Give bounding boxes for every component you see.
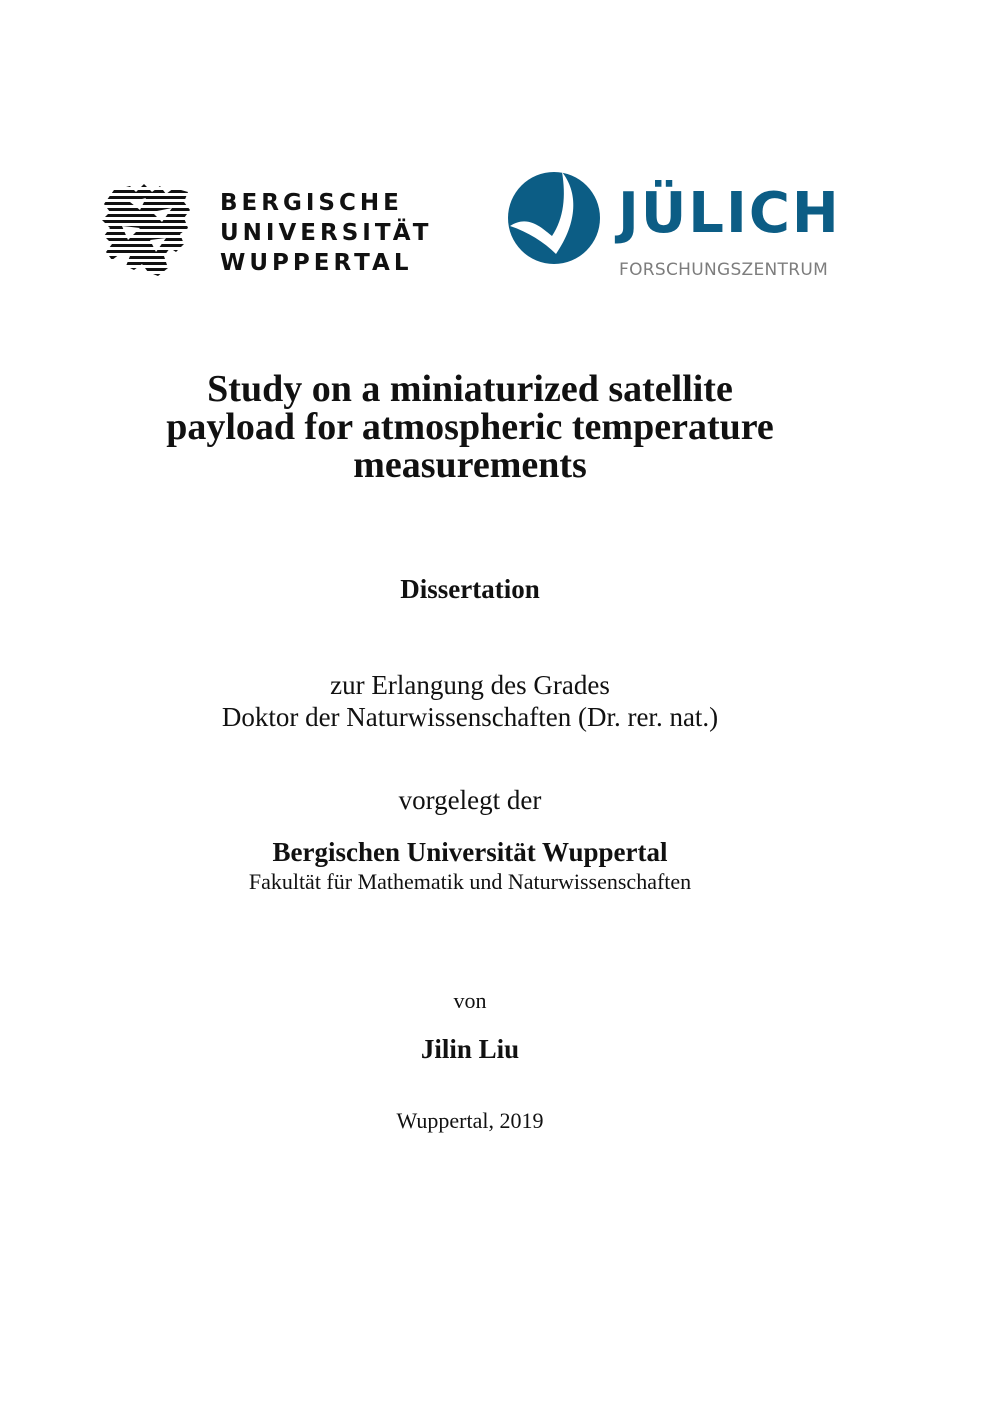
degree-purpose-line-1: zur Erlangung des Grades <box>330 670 610 700</box>
place-date: Wuppertal, 2019 <box>396 1108 544 1133</box>
fzj-logo <box>506 170 846 282</box>
thesis-title-line-3: measurements <box>353 444 587 486</box>
faculty-name: Fakultät für Mathematik und Naturwissenschaften <box>248 869 692 894</box>
thesis-title-line-1: Study on a miniaturized satellite <box>207 368 733 410</box>
document-type: Dissertation <box>400 574 540 604</box>
thesis-title-line-2: payload for atmospheric temperature <box>166 406 774 448</box>
lion-emblem-icon <box>100 182 192 278</box>
author-name: Jilin Liu <box>420 1034 520 1064</box>
buw-wordmark <box>220 188 432 278</box>
buw-wordmark-line-1: BERGISCHE <box>220 190 403 216</box>
juelich-swoosh-icon <box>506 170 602 266</box>
university-name: Bergischen Universität Wuppertal <box>272 837 668 867</box>
buw-wordmark-line-3: WUPPERTAL <box>220 250 413 276</box>
buw-logo <box>100 182 440 282</box>
thesis-title <box>60 370 880 484</box>
buw-wordmark-line-2: UNIVERSITÄT <box>220 220 433 246</box>
degree-purpose-line-2: Doktor der Naturwissenschaften (Dr. rer. nat.) <box>221 702 719 732</box>
fzj-subtitle: FORSCHUNGSZENTRUM <box>619 260 829 280</box>
by-label: von <box>453 988 487 1013</box>
fzj-name: JÜLICH <box>618 181 841 246</box>
submitted-to: vorgelegt der <box>398 785 542 815</box>
degree-purpose <box>60 669 880 733</box>
